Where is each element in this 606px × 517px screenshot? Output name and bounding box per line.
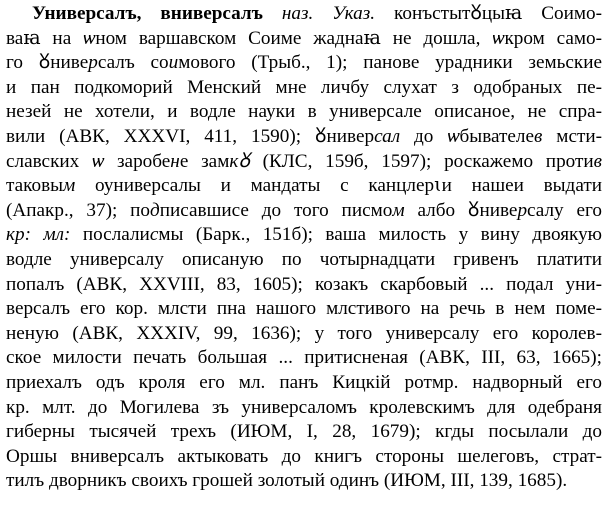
text-run: (Апакр., 37); по [6, 199, 151, 221]
text-run [263, 3, 282, 24]
entry-text-line [6, 297, 602, 322]
entry-text-line [6, 223, 602, 248]
entry-text-line [6, 322, 602, 347]
text-run: мового (Трыб., 1); панове урадники земьские [178, 52, 603, 74]
entry-text-line [6, 199, 602, 224]
text-run: тилъ дворникъ своихъ грошей золотый одинъ (ИЮМ, III, 139, 1685). [6, 470, 568, 492]
headword: Универсалъ, вниверсалъ [32, 3, 263, 24]
italic-text: с [149, 224, 159, 246]
text-run: ваꙗ на [6, 27, 84, 49]
text-run: (КЛС, 159б, 1597); роскажемо проти [249, 150, 594, 172]
italic-text: р [88, 52, 98, 74]
italic-text: сал [374, 125, 401, 147]
italic-text: кр: мл: [6, 224, 71, 246]
italic-text: наз. Указ. [281, 3, 376, 24]
text-run: незей не хотели, и водле науки в универсале описаное, не спра- [6, 101, 602, 123]
text-run: водле универсалу описаную по чотырнадцати гривенъ платити [6, 248, 602, 270]
italic-text: н [170, 150, 180, 172]
text-run: неную (АВК, XXXIV, 99, 1636); у того универсалу его королев- [6, 322, 602, 344]
italic-text: ѡ [83, 27, 96, 49]
text-run: версалъ его кор. млсти пна нашого млстивого на речь в нем поме- [6, 298, 602, 320]
entry-text-line [6, 396, 602, 421]
entry-text-line [6, 469, 602, 494]
text-run: кром само- [504, 27, 602, 49]
text-run: приехалъ одъ кроля его мл. панъ Кицкій ротмр. надворный его [6, 371, 602, 393]
entry-text-line [6, 150, 602, 175]
entry-text-line [6, 371, 602, 396]
entry-text-line [6, 346, 602, 371]
italic-text: м [63, 175, 76, 197]
italic-text: в [534, 125, 543, 147]
text-run: мы (Барк., 151б); ваша милость у вину двоякую [158, 224, 602, 246]
italic-text: ѡ [492, 27, 505, 49]
text-run: вили (АВК, XXXVI, 411, 1590); ᲈнивер [6, 125, 375, 147]
italic-text: в [593, 150, 603, 172]
text-run: до [400, 125, 448, 147]
text-run: ское милости печать большая ... притисненая (АВК, III, 63, 1665); [6, 347, 602, 369]
text-run: го ᲈниве [6, 52, 89, 74]
italic-text: и [168, 52, 179, 74]
entry-text-line [6, 76, 602, 101]
entry-text-line [6, 51, 602, 76]
text-run: попалъ (АВК, XXVIII, 83, 1605); козакъ скарбовый ... подал уни- [6, 273, 602, 295]
entry-text-line [6, 445, 602, 470]
text-run: писавшисе до того писмо [159, 199, 393, 221]
text-run: славских [6, 150, 93, 172]
text-run: послали [70, 224, 150, 246]
text-run: салу его [527, 199, 603, 221]
text-run: кр. млт. до Могилева зъ универсаломъ кролевскимъ для одебраня [6, 396, 602, 418]
text-run: конъстытᲈцыꙗ Соимо- [375, 3, 603, 24]
text-run: албо ᲈниве [404, 199, 518, 221]
entry-text-line [6, 420, 602, 445]
entry-text-line [6, 273, 602, 298]
italic-text: м [392, 199, 405, 221]
text-run: бывателе [459, 125, 535, 147]
text-run: таковы [6, 175, 64, 197]
text-run: оуниверсалы и мандаты с канцлерꙇи нашеи выдати [75, 175, 602, 197]
text-run: е зам [179, 150, 230, 172]
entry-text-line [6, 125, 602, 150]
italic-text: ѡ [447, 125, 460, 147]
italic-text: р [517, 199, 528, 221]
entry-text-line [6, 248, 602, 273]
text-run: и пан подкоморий Менский мне личбу слухат з одобраных пе- [6, 76, 602, 98]
text-run: Оршы вниверсалъ актыковать до книгъ стороны шелеговъ, страт- [6, 445, 602, 467]
entry-text-line [6, 100, 602, 125]
italic-text: кᲈ [229, 150, 250, 172]
text-run: гиберны тысячей трехъ (ИЮМ, I, 28, 1679); кгды посылали до [6, 421, 602, 443]
text-run: ном варшавском Соиме жаднаꙗ не дошла, [95, 27, 493, 49]
text-run: салъ со [97, 52, 169, 74]
italic-text: ѡ [92, 150, 105, 172]
entry-text-line [6, 27, 602, 52]
text-run: заробе [104, 150, 171, 172]
entry-text-line [6, 174, 602, 199]
text-run: мсти- [542, 125, 603, 147]
entry-text-line [6, 2, 602, 27]
italic-text: д [150, 199, 160, 221]
